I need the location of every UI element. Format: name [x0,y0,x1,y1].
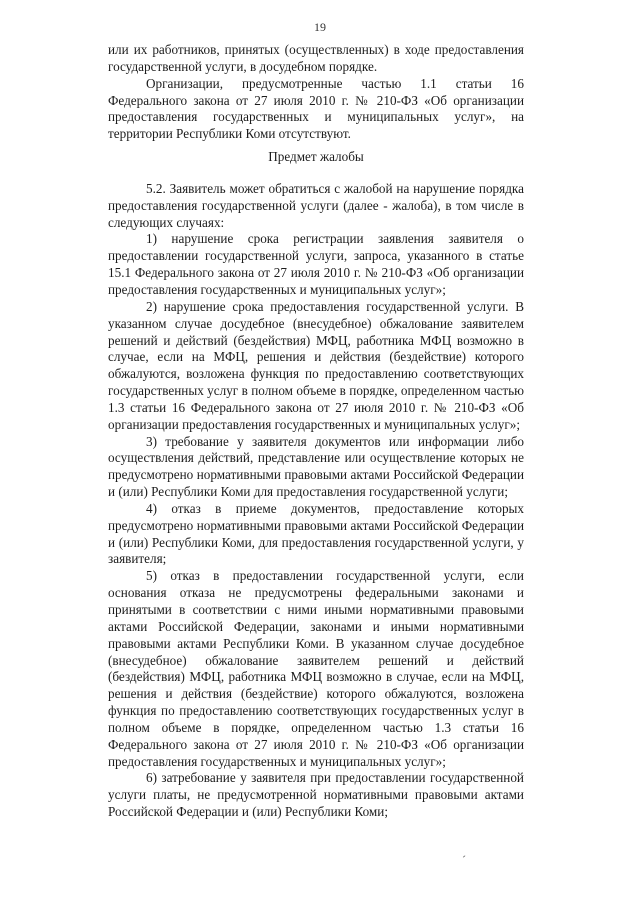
list-item-2: 2) нарушение срока предоставления государственной услуги. В указанном случае досудебное (внесудебное) обжалование заявителем решений и действий (бездействия) МФЦ, работника МФЦ возможно в случае, если на МФЦ, решения и действия (бездействие) которого обжалуются, возложена функция по предоставлению соответствующих государственных услуг в полном объеме в порядке, определенном частью 1.3 статьи 16 Федерального закона от 27 июля 2010 г. № 210-ФЗ «Об организации предоставления государственных и муниципальных услуг»; [108,298,524,432]
list-item-5: 5) отказ в предоставлении государственной услуги, если основания отказа не предусмотрены федеральными законами и принятыми в соответствии с ними иными нормативными правовыми актами Российской Федерации, законами и иными нормативными правовыми актами Республики Коми. В указанном случае досудебное (внесудебное) обжалование заявителем решений и действий (бездействия) МФЦ, работника МФЦ возможно в случае, если на МФЦ, решения и действия (бездействие) которого обжалуются, возложена функция по предоставлению соответствующих государственных услуг в полном объеме в порядке, определенном частью 1.3 статьи 16 Федерального закона от 27 июля 2010 г. № 210-ФЗ «Об организации предоставления государственных и муниципальных услуг»; [108,568,524,769]
paragraph-continuation: или их работников, принятых (осуществленных) в ходе предоставления государственной услуги, в досудебном порядке. [108,42,524,74]
document-body [108,42,524,821]
paragraph-organizations: Организации, предусмотренные частью 1.1 статьи 16 Федерального закона от 27 июля 2010 г. № 210-ФЗ «Об организации предоставления государственных и муниципальных услуг», на территории Республики Коми отсутствуют. [108,75,524,142]
paragraph-5-2: 5.2. Заявитель может обратиться с жалобой на нарушение порядка предоставления государственной услуги (далее - жалоба), в том числе в следующих случаях: [108,180,524,230]
list-item-6: 6) затребование у заявителя при предоставлении государственной услуги платы, не предусмотренной нормативными правовыми актами Российской Федерации и (или) Республики Коми; [108,770,524,820]
list-item-4: 4) отказ в приеме документов, предоставление которых предусмотрено нормативными правовыми актами Российской Федерации и (или) Республики Коми, для предоставления государственной услуги, у заявителя; [108,500,524,567]
list-item-1: 1) нарушение срока регистрации заявления заявителя о предоставлении государственной услуги, запроса, указанного в статье 15.1 Федерального закона от 27 июля 2010 г. № 210-ФЗ «Об организации предоставления государственных и муниципальных услуг»; [108,231,524,297]
list-item-3: 3) требование у заявителя документов или информации либо осуществления действий, представление или осуществление которых не предусмотрено нормативными правовыми актами Российской Федерации и (или) Республики Коми для предоставления государственной услуги; [108,433,524,500]
page-number: 19 [314,20,326,34]
section-heading: Предмет жалобы [268,149,364,165]
scan-mark: ˊ [462,853,466,867]
